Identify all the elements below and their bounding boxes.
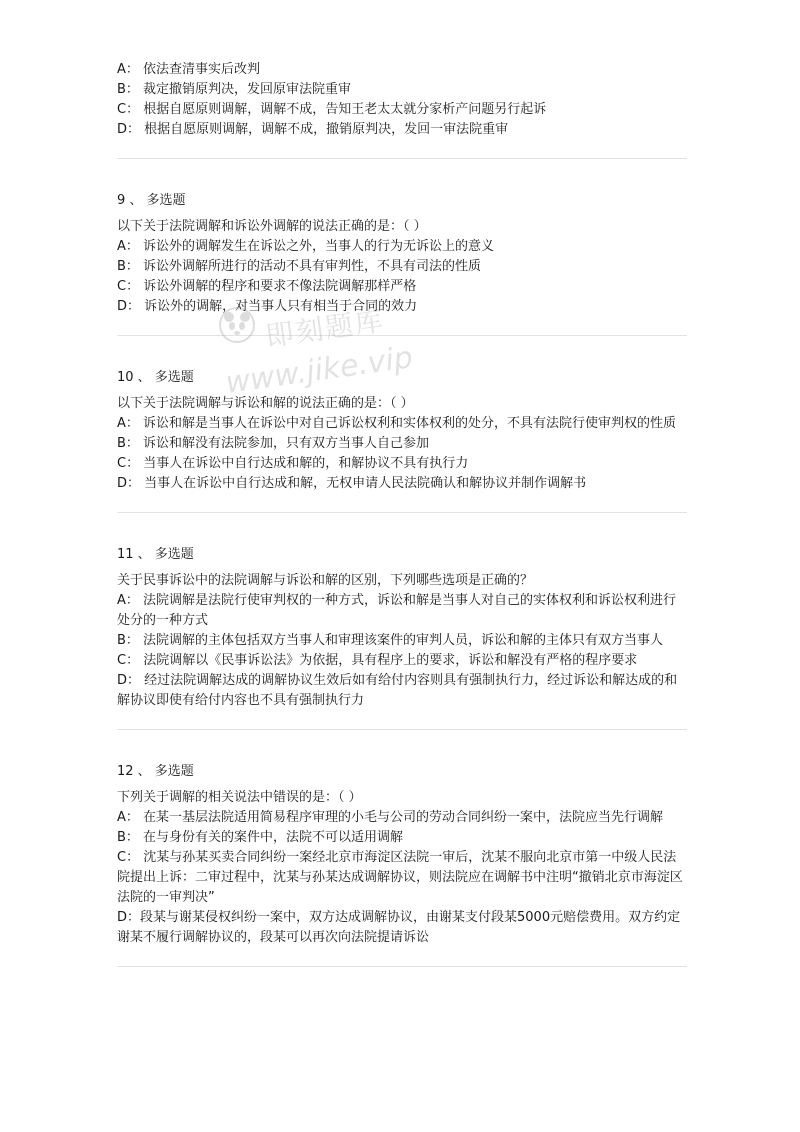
question-header: 9 、 多选题 [117,193,186,208]
option-d: D： 当事人在诉讼中自行达成和解，无权申请人民法院确认和解协议并制作调解书 [117,476,587,491]
option-b: B： 裁定撤销原判决，发回原审法院重审 [117,82,352,97]
option-c: C： 当事人在诉讼中自行达成和解的，和解协议不具有执行力 [117,456,469,471]
option-a: A： 诉讼和解是当事人在诉讼中对自己诉讼权利和实体权利的处分，不具有法院行使审判权的性质 [117,416,677,431]
question-9 [117,191,687,317]
watermark-url: www.jike.vip [223,340,415,401]
divider [117,158,687,159]
option-c: C： 沈某与孙某买卖合同纠纷一案经北京市海淀区法院一审后，沈某不服向北京市第一中级人民法院提出上诉：二审过程中，沈某与孙某达成调解协议，则法院应在调解书中注明“撤销北京市海淀区法院的一审判决” [117,850,683,905]
divider [117,966,687,967]
watermark-brand: 即刻题库 [263,303,387,354]
option-d: D： 根据自愿原则调解，调解不成，撤销原判决，发回一审法院重审 [117,122,509,137]
option-b: B： 在与身份有关的案件中，法院不可以适用调解 [117,830,404,845]
divider [117,335,687,336]
option-d: D： 诉讼外的调解，对当事人只有相当于合同的效力 [117,299,418,314]
question-12 [117,762,687,948]
question-11 [117,545,687,711]
option-c: C： 法院调解以《民事诉讼法》为依据，具有程序上的要求，诉讼和解没有严格的程序要求 [117,653,638,668]
question-stem: 下列关于调解的相关说法中错误的是：（ ） [117,790,362,805]
option-d: D：段某与谢某侵权纠纷一案中，双方达成调解协议，由谢某支付段某5000元赔偿费用。双方约定谢某不履行调解协议的，段某可以再次向法院提请诉讼 [117,910,681,945]
option-c: C： 诉讼外调解的程序和要求不像法院调解那样严格 [117,279,417,294]
document-page [117,60,687,999]
option-a: A： 法院调解是法院行使审判权的一种方式，诉讼和解是当事人对自己的实体权利和诉讼权利进行处分的一种方式 [117,593,677,628]
option-a: A： 诉讼外的调解发生在诉讼之外，当事人的行为无诉讼上的意义 [117,239,495,254]
question-stem: 关于民事诉讼中的法院调解与诉讼和解的区别，下列哪些选项是正确的？ [117,573,534,588]
question-stem: 以下关于法院调解与诉讼和解的说法正确的是：（ ） [117,396,414,411]
previous-question-options [117,60,687,140]
option-a: A： 在某一基层法院适用简易程序审理的小毛与公司的劳动合同纠纷一案中，法院应当先行调解 [117,810,664,825]
divider [117,729,687,730]
option-b: B： 法院调解的主体包括双方当事人和审理该案件的审判人员，诉讼和解的主体只有双方当事人 [117,633,664,648]
option-b: B： 诉讼和解没有法院参加，只有双方当事人自己参加 [117,436,430,451]
question-header: 11 、 多选题 [117,547,194,562]
question-header: 12 、 多选题 [117,764,194,779]
divider [117,512,687,513]
option-a: A： 依法查清事实后改判 [117,62,261,77]
question-stem: 以下关于法院调解和诉讼外调解的说法正确的是：（ ） [117,219,427,234]
question-10 [117,368,687,494]
question-header: 10 、 多选题 [117,370,194,385]
option-d: D： 经过法院调解达成的调解协议生效后如有给付内容则具有强制执行力，经过诉讼和解达成的和解协议即使有给付内容也不具有强制执行力 [117,673,678,708]
option-c: C： 根据自愿原则调解，调解不成，告知王老太太就分家析产问题另行起诉 [117,102,547,117]
option-b: B： 诉讼外调解所进行的活动不具有审判性，不具有司法的性质 [117,259,482,274]
